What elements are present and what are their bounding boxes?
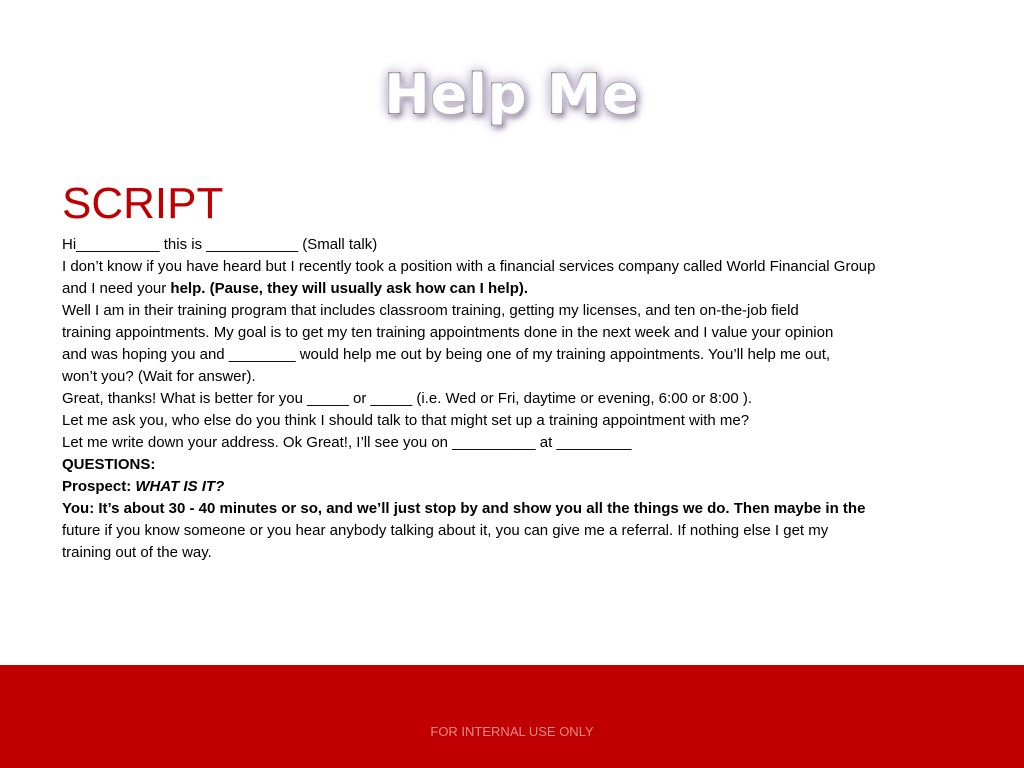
script-line-training-4: won’t you? (Wait for answer). xyxy=(62,368,256,385)
script-line-address: Let me write down your address. Ok Great!, I’ll see you on __________ at _________ xyxy=(62,434,632,451)
script-line-prospect xyxy=(62,476,963,498)
need-bold-text: help. (Pause, they will usually ask how can I help). xyxy=(170,280,529,297)
script-line-answer-2: future if you know someone or you hear anybody talking about it, you can give me a referral. If nothing else I get my xyxy=(62,522,829,539)
script-line-training-2: training appointments. My goal is to get my ten training appointments done in the next week and I value your opinion xyxy=(62,324,834,341)
script-line-greeting: Hi__________ this is ___________ (Small talk) xyxy=(62,236,378,253)
section-heading: SCRIPT xyxy=(62,179,224,228)
need-prefix-text: and I need your xyxy=(62,280,171,297)
script-line-answer-3: training out of the way. xyxy=(62,544,212,561)
slide-title: Help Me xyxy=(384,63,640,126)
footer-band xyxy=(0,665,1024,768)
script-line-training-1: Well I am in their training program that includes classroom training, getting my licenses, and ten on-the-job field xyxy=(62,302,799,319)
script-line-intro: I don’t know if you have heard but I recently took a position with a financial services company called World Financial Group xyxy=(62,258,876,275)
script-line-schedule: Great, thanks! What is better for you _____ or _____ (i.e. Wed or Fri, daytime or evening, 6:00 or 8:00 ). xyxy=(62,390,753,407)
script-line-need xyxy=(62,278,963,300)
script-line-training-3: and was hoping you and ________ would help me out by being one of my training appointments. You’ll help me out, xyxy=(62,346,831,363)
script-line-referral-ask: Let me ask you, who else do you think I should talk to that might set up a training appointment with me? xyxy=(62,412,750,429)
questions-heading: QUESTIONS: xyxy=(62,456,156,473)
script-line-answer-1: You: It’s about 30 - 40 minutes or so, and we’ll just stop by and show you all the things we do. Then maybe in the xyxy=(62,500,866,517)
footer-label: FOR INTERNAL USE ONLY xyxy=(430,724,594,739)
prospect-question: WHAT IS IT? xyxy=(135,478,225,495)
prospect-label: Prospect: xyxy=(62,478,136,495)
script-body xyxy=(62,234,963,564)
